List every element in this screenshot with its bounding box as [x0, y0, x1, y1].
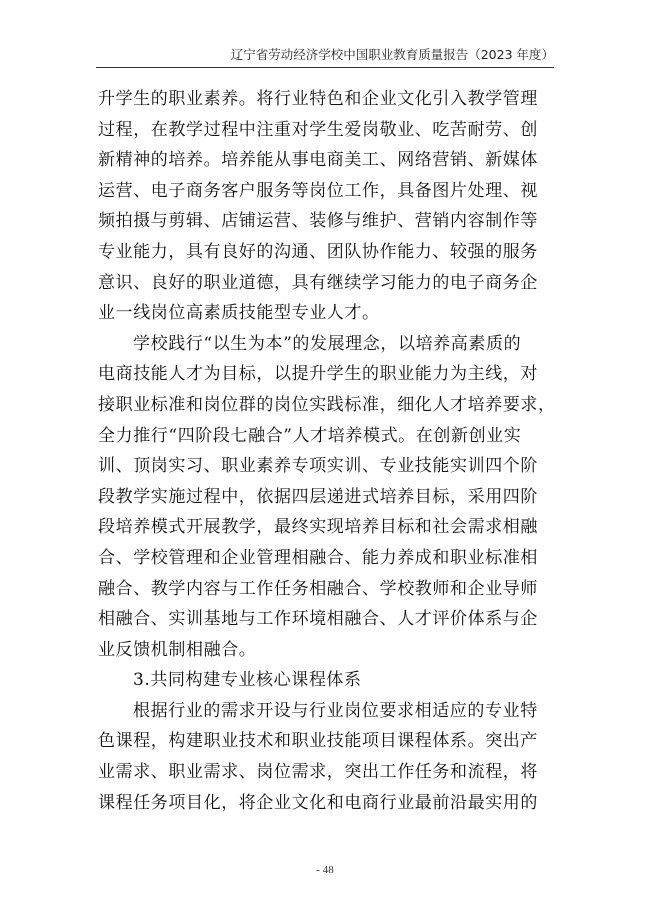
text-line: 业一线岗位高素质技能型专业人才。	[98, 303, 380, 324]
running-header: 辽宁省劳动经济学校中国职业教育质量报告（2023 年度）	[230, 47, 554, 62]
page-number: - 48	[316, 864, 334, 876]
text-line: 业反馈机制相融合。	[98, 639, 257, 660]
text-line: 段教学实施过程中，依据四层递进式培养目标，采用四阶	[98, 486, 538, 507]
text-line: 相融合、实训基地与工作环境相融合、人才评价体系与企	[98, 609, 538, 630]
paragraph-start-line: 学校践行“以生为本”的发展理念，以培养高素质的	[133, 333, 522, 354]
header-divider	[96, 67, 554, 68]
text-line: 过程，在教学过程中注重对学生爱岗敬业、吃苦耐劳、创	[98, 119, 538, 140]
paragraph-start-line: 根据行业的需求开设与行业岗位要求相适应的专业特	[133, 700, 538, 721]
text-line: 训、顶岗实习、职业素养专项实训、专业技能实训四个阶	[98, 456, 538, 477]
text-line: 全力推行“四阶段七融合”人才培养模式。在创新创业实	[98, 425, 522, 446]
text-line: 升学生的职业素养。将行业特色和企业文化引入教学管理	[98, 89, 538, 109]
text-line: 电商技能人才为目标，以提升学生的职业能力为主线，对	[98, 364, 538, 385]
text-line: 业需求、职业需求、岗位需求，突出工作任务和流程，将	[98, 762, 538, 783]
text-line: 色课程，构建职业技术和职业技能项目课程体系。突出产	[98, 731, 538, 752]
text-line: 意识、良好的职业道德，具有继续学习能力的电子商务企	[98, 272, 538, 293]
text-line: 接职业标准和岗位群的岗位实践标准，细化人才培养要求，	[98, 394, 556, 415]
text-line: 课程任务项目化，将企业文化和电商行业最前沿最实用的	[98, 792, 538, 813]
text-line: 融合、教学内容与工作任务相融合、学校教师和企业导师	[98, 578, 538, 599]
text-line: 专业能力，具有良好的沟通、团队协作能力、较强的服务	[98, 241, 538, 262]
text-line: 新精神的培养。培养能从事电商美工、网络营销、新媒体	[98, 150, 538, 171]
section-heading: 3.共同构建专业核心课程体系	[133, 670, 362, 691]
document-body	[98, 84, 554, 818]
text-line: 段培养模式开展教学，最终实现培养目标和社会需求相融	[98, 517, 538, 538]
text-line: 频拍摄与剪辑、店铺运营、装修与维护、营销内容制作等	[98, 211, 538, 232]
text-line: 合、学校管理和企业管理相融合、能力养成和职业标准相	[98, 547, 538, 568]
text-line: 运营、电子商务客户服务等岗位工作，具备图片处理、视	[98, 180, 538, 201]
